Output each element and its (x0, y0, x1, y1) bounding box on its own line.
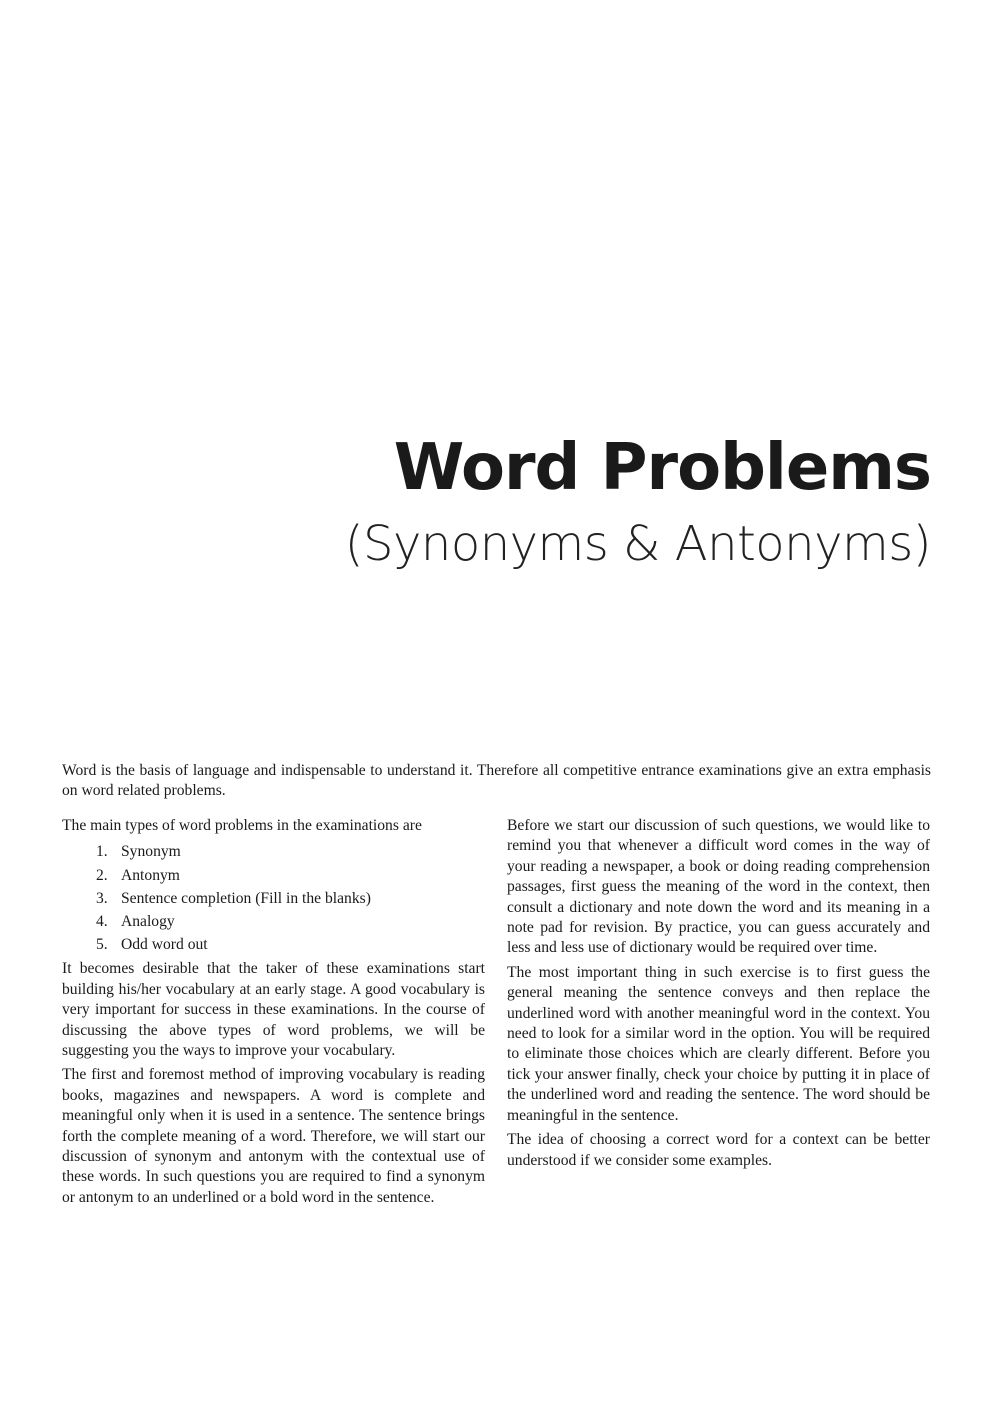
list-number: 4. (96, 913, 108, 931)
paragraph: It becomes desirable that the taker of these examinations start building his/her vocabulary at an early stage. A good vocabulary is very important for success in these examinations. In the course of discussing the above types of word problems, we will be suggesting you the ways to improve your vocabulary. (62, 960, 485, 1060)
list-text: Antonym (121, 866, 180, 884)
list-text: Synonym (121, 843, 181, 861)
list-number: 3. (96, 889, 108, 907)
list-text: Analogy (121, 913, 175, 931)
list-item (62, 840, 485, 863)
list-item (62, 887, 485, 910)
list-item (62, 910, 485, 933)
list-text: Odd word out (121, 936, 208, 954)
list-intro: The main types of word problems in the examinations are (62, 817, 422, 834)
list-text: Sentence completion (Fill in the blanks) (121, 889, 371, 907)
list-number: 2. (96, 866, 108, 884)
intro-paragraph: Word is the basis of language and indispensable to understand it. Therefore all competitive entrance examinations give an extra emphasis on word related problems. (62, 762, 931, 800)
paragraph: The first and foremost method of improving vocabulary is reading books, magazines and newspapers. A word is complete and meaningful only when it is used in a sentence. The sentence brings forth the complete meaning of a word. Therefore, we will start our discussion of synonym and antonym with the contextual use of these words. In such questions you are required to find a synonym or antonym to an underlined or a bold word in the sentence. (62, 1066, 485, 1206)
paragraph: Before we start our discussion of such questions, we would like to remind you that whenever a difficult word comes in the way of your reading a newspaper, a book or doing reading comprehension passages, first guess the meaning of the word in the context, then consult a dictionary and note down the word and its meaning in a note pad for revision. By practice, you can guess accurately and less and less use of dictionary would be required over time. (507, 817, 930, 957)
chapter-subtitle: (Synonyms & Antonyms) (344, 516, 931, 572)
list-item (62, 933, 485, 956)
word-problem-types-list (62, 840, 485, 956)
chapter-title: Word Problems (393, 431, 931, 505)
list-item (62, 864, 485, 887)
paragraph: The idea of choosing a correct word for a context can be better understood if we consider some examples. (507, 1131, 930, 1169)
paragraph: The most important thing in such exercise is to first guess the general meaning the sentence conveys and then replace the underlined word with another meaningful word in the context. You need to look for a similar word in the option. You will be required to eliminate those choices which are clearly different. Before you tick your answer finally, check your choice by putting it in place of the underlined word and reading the sentence. The word should be meaningful in the sentence. (507, 963, 930, 1124)
list-number: 5. (96, 936, 108, 954)
list-number: 1. (96, 843, 108, 861)
right-column (507, 816, 930, 1175)
left-column (62, 816, 485, 1212)
